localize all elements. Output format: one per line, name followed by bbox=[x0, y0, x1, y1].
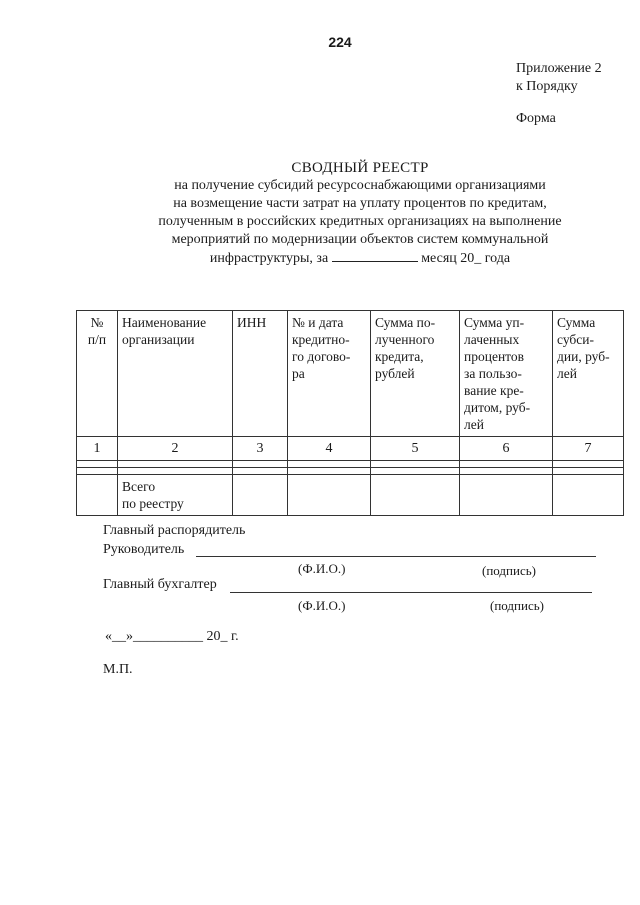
registry-table bbox=[76, 310, 624, 516]
subtitle-line-5-end: месяц 20_ года bbox=[421, 251, 511, 266]
total-row bbox=[77, 475, 624, 516]
appendix-line-2: к Порядку bbox=[516, 79, 578, 94]
column-number: 3 bbox=[233, 437, 288, 461]
accountant-fio-caption: (Ф.И.О.) bbox=[298, 598, 346, 613]
column-number: 7 bbox=[553, 437, 624, 461]
subtitle-line-3: полученным в российских кредитных организациях на выполнение bbox=[158, 214, 562, 229]
month-blank bbox=[332, 249, 418, 262]
document-title-block bbox=[130, 159, 590, 268]
head-label: Руководитель bbox=[103, 542, 185, 557]
subtitle-line-1: на получение субсидий ресурсоснабжающими организациями bbox=[174, 178, 546, 193]
header-cell-loan-amount: Сумма по- лученного кредита, рублей bbox=[371, 311, 460, 437]
header-cell-inn: ИНН bbox=[233, 311, 288, 437]
stamp-label: М.П. bbox=[103, 662, 133, 677]
accountant-signature-caption: (подпись) bbox=[490, 598, 544, 613]
appendix-line-1: Приложение 2 bbox=[516, 61, 602, 76]
head-signature-line bbox=[196, 556, 596, 557]
subtitle-line-2: на возмещение части затрат на уплату процентов по кредитам, bbox=[173, 196, 547, 211]
head-signature-caption: (подпись) bbox=[482, 563, 536, 578]
document-title: СВОДНЫЙ РЕЕСТР bbox=[291, 160, 429, 176]
subtitle-line-4: мероприятий по модернизации объектов систем коммунальной bbox=[171, 232, 549, 247]
subtitle-line-5-start: инфраструктуры, за bbox=[209, 251, 329, 266]
table-row bbox=[77, 468, 624, 475]
date-line: «__»__________ 20_ г. bbox=[105, 629, 239, 644]
accountant-label: Главный бухгалтер bbox=[103, 577, 217, 592]
header-cell-interest-paid: Сумма уп- лаченных процентов за пользо- вание кре- дитом, руб- лей bbox=[460, 311, 553, 437]
page-number: 224 bbox=[328, 34, 352, 50]
column-number: 2 bbox=[118, 437, 233, 461]
header-row bbox=[77, 311, 624, 437]
column-number: 6 bbox=[460, 437, 553, 461]
subtitle-line-5 bbox=[130, 249, 590, 268]
chief-manager-label: Главный распорядитель bbox=[103, 523, 246, 538]
column-number: 4 bbox=[288, 437, 371, 461]
header-cell-loan-agreement: № и дата кредитно- го догово- ра bbox=[288, 311, 371, 437]
appendix-note bbox=[516, 60, 602, 96]
column-number: 5 bbox=[371, 437, 460, 461]
header-cell-organization: Наименование организации bbox=[118, 311, 233, 437]
header-cell-subsidy-amount: Сумма субси- дии, руб- лей bbox=[553, 311, 624, 437]
column-number: 1 bbox=[77, 437, 118, 461]
column-number-row bbox=[77, 437, 624, 461]
form-label: Форма bbox=[516, 111, 556, 126]
head-fio-caption: (Ф.И.О.) bbox=[298, 561, 346, 576]
header-cell-number: № п/п bbox=[77, 311, 118, 437]
accountant-signature-line bbox=[230, 592, 592, 593]
total-label: Всего по реестру bbox=[118, 475, 233, 516]
table-row bbox=[77, 461, 624, 468]
